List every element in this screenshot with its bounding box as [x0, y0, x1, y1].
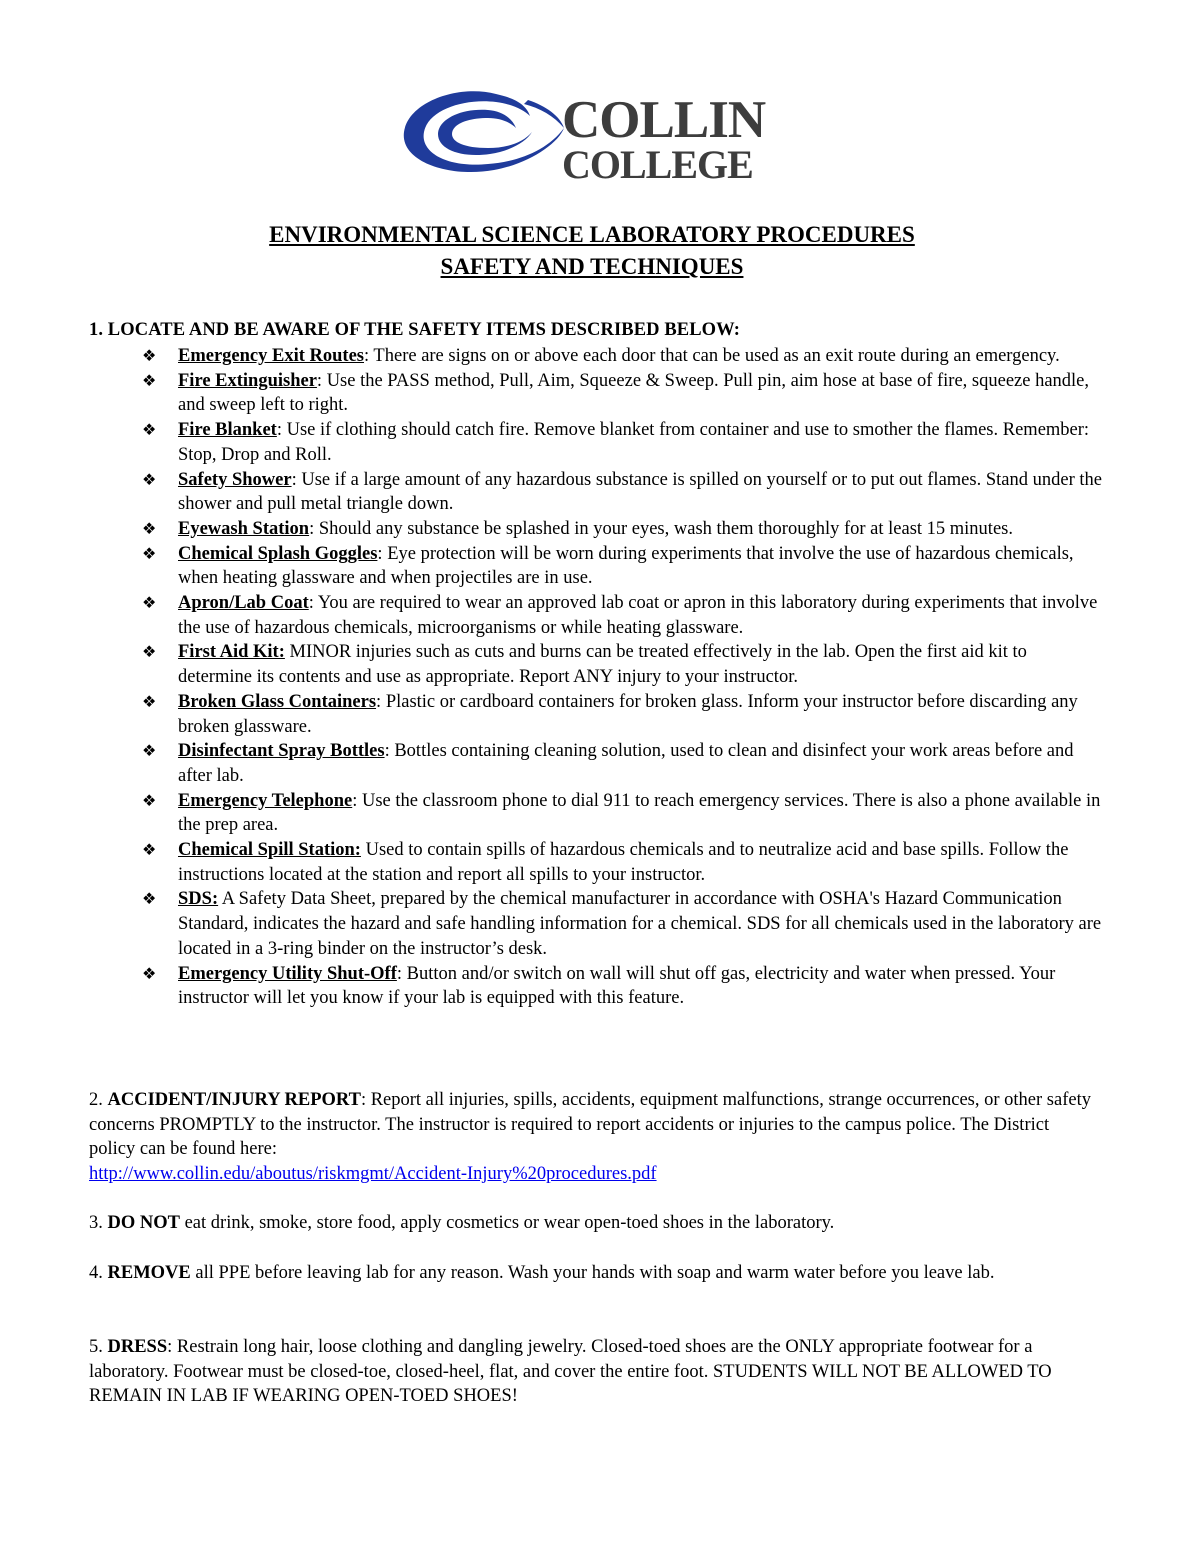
safety-item: [142, 838, 1102, 887]
safety-item-term: SDS:: [178, 889, 219, 910]
paragraph-label: REMOVE: [107, 1263, 191, 1283]
diamond-bullet-icon: ❖: [142, 593, 157, 613]
safety-item-separator: :: [384, 741, 390, 762]
safety-item: [142, 962, 1102, 1011]
safety-item-term: Fire Extinguisher: [178, 370, 317, 391]
safety-item-term: Emergency Exit Routes: [178, 346, 364, 366]
safety-item: [142, 369, 1102, 418]
remove-ppe-paragraph: [89, 1261, 1099, 1286]
safety-item-description: Plastic or cardboard containers for broken glass. Inform your instructor before discarding any broken glassware.: [178, 691, 1078, 737]
diamond-bullet-icon: ❖: [142, 346, 157, 365]
safety-item-description: Eye protection will be worn during experiments that involve the use of hazardous chemicals, when heating glassware and when projectiles are in use.: [178, 543, 1074, 589]
diamond-bullet-icon: ❖: [142, 963, 157, 983]
safety-item-term: Broken Glass Containers: [178, 691, 377, 712]
safety-item-separator: :: [308, 593, 314, 614]
safety-item: [142, 887, 1102, 961]
diamond-bullet-icon: ❖: [142, 543, 157, 563]
safety-item-term: Eyewash Station: [178, 518, 310, 539]
safety-item-description: Use if clothing should catch fire. Remove blanket from container and use to smother the flames. Remember: Stop, Drop and Roll.: [178, 420, 1090, 465]
diamond-bullet-icon: ❖: [142, 741, 157, 761]
safety-item: [142, 517, 1102, 542]
diamond-bullet-icon: ❖: [142, 790, 157, 810]
safety-item: [142, 789, 1102, 838]
do-not-paragraph: [89, 1211, 1099, 1236]
paragraph-label: DO NOT: [107, 1213, 180, 1233]
safety-item-description: Should any substance be splashed in your eyes, wash them thoroughly for at least 15 minutes.: [314, 518, 1013, 539]
document-subtitle: SAFETY AND TECHNIQUES: [440, 254, 744, 279]
safety-item: [142, 690, 1102, 739]
diamond-bullet-icon: ❖: [142, 518, 157, 538]
logo-line-collin: COLLIN: [562, 91, 766, 149]
safety-item: [142, 640, 1102, 689]
diamond-bullet-icon: ❖: [142, 370, 157, 390]
safety-item-separator: :: [309, 518, 315, 539]
safety-item-description: Use the PASS method, Pull, Aim, Squeeze & Sweep. Pull pin, aim hose at base of fire, squeeze handle, and sweep left to right.: [178, 370, 1090, 416]
safety-item: [142, 418, 1102, 467]
safety-item-description: Used to contain spills of hazardous chemicals and to neutralize acid and base spills. Follow the instructions located at the station and report all spills to your instructor.: [178, 840, 1069, 885]
safety-item-description: Use the classroom phone to dial 911 to reach emergency services. There is also a phone available in the prep area.: [178, 790, 1101, 836]
safety-item: [142, 468, 1102, 517]
safety-item-term: First Aid Kit:: [178, 642, 285, 663]
safety-item: [142, 344, 1102, 369]
safety-item-separator: :: [352, 790, 358, 811]
collin-college-logo: [398, 72, 768, 186]
safety-item-separator: :: [316, 370, 323, 391]
paragraph-label: ACCIDENT/INJURY REPORT: [107, 1090, 361, 1110]
diamond-bullet-icon: ❖: [142, 469, 157, 489]
paragraph-number: 4.: [89, 1263, 108, 1283]
safety-item-term: Safety Shower: [178, 469, 292, 490]
safety-item-separator: :: [377, 543, 383, 564]
safety-item-description: MINOR injuries such as cuts and burns can be treated effectively in the lab. Open the first aid kit to determine its contents and use as appropriate. Report ANY injury to your instructor.: [178, 642, 1027, 688]
paragraph-number: 5.: [89, 1337, 108, 1357]
safety-item-term: Chemical Splash Goggles: [178, 543, 378, 564]
diamond-bullet-icon: ❖: [142, 642, 157, 662]
safety-item-term: Emergency Telephone: [178, 790, 353, 811]
safety-item-term: Chemical Spill Station:: [178, 840, 361, 861]
safety-items-list: [142, 344, 1102, 1011]
swoosh-logo-icon: [398, 80, 568, 180]
safety-item-description: There are signs on or above each door that can be used as an exit route during an emergency.: [369, 346, 1060, 366]
safety-item-term: Apron/Lab Coat: [178, 593, 309, 614]
paragraph-text: : Restrain long hair, loose clothing and dangling jewelry. Closed-toed shoes are the ONLY appropriate footwear for a laboratory. Footwear must be closed-toe, closed-heel, flat, and cover the entire foot. STUDENTS WILL NOT BE ALLOWED TO REMAIN IN LAB IF WEARING OPEN-TOED SHOES!: [89, 1337, 1052, 1407]
paragraph-text: : Report all injuries, spills, accidents, equipment malfunctions, strange occurrences, or other safety concerns PROMPTLY to the instructor. The instructor is required to report accidents or injuries to the campus police. The District policy can be found here:: [89, 1090, 1091, 1160]
safety-item: [142, 739, 1102, 788]
safety-item-separator: :: [396, 963, 403, 984]
paragraph-label: DRESS: [107, 1337, 168, 1357]
safety-item-separator: :: [276, 420, 282, 441]
safety-item-term: Disinfectant Spray Bottles: [178, 741, 385, 762]
safety-item-term: Emergency Utility Shut-Off: [178, 963, 397, 984]
safety-item-description: A Safety Data Sheet, prepared by the chemical manufacturer in accordance with OSHA's Hazard Communication Standard, indicates the hazard and safe handling information for a chemical. SDS for all chemicals used in the laboratory are located in a 3-ring binder on the instructor’s desk.: [178, 889, 1102, 959]
diamond-bullet-icon: ❖: [142, 420, 157, 440]
safety-item-term: Fire Blanket: [178, 420, 277, 441]
safety-item-description: Button and/or switch on wall will shut off gas, electricity and water when pressed. Your instructor will let you know if your lab is equipped with this feature.: [178, 963, 1056, 1009]
safety-item: [142, 542, 1102, 591]
paragraph-text: eat drink, smoke, store food, apply cosmetics or wear open-toed shoes in the laboratory.: [179, 1213, 835, 1233]
safety-item-description: Bottles containing cleaning solution, used to clean and disinfect your work areas before and after lab.: [178, 741, 1074, 786]
logo-wordmark: [562, 91, 766, 187]
diamond-bullet-icon: ❖: [142, 889, 157, 909]
safety-item-description: You are required to wear an approved lab coat or apron in this laboratory during experiments that involve the use of hazardous chemicals, microorganisms or while heating glassware.: [178, 593, 1098, 638]
dress-code-paragraph: [89, 1335, 1099, 1409]
paragraph-number: 3.: [89, 1213, 108, 1233]
diamond-bullet-icon: ❖: [142, 840, 157, 860]
safety-item-description: Use if a large amount of any hazardous substance is spilled on yourself or to put out flames. Stand under the shower and pull metal triangle down.: [178, 469, 1102, 515]
safety-item-separator: :: [364, 346, 370, 366]
section-1-heading: 1. LOCATE AND BE AWARE OF THE SAFETY ITEMS DESCRIBED BELOW:: [89, 320, 740, 340]
diamond-bullet-icon: ❖: [142, 691, 157, 711]
safety-item: [142, 591, 1102, 640]
document-title: ENVIRONMENTAL SCIENCE LABORATORY PROCEDURES: [269, 222, 915, 247]
safety-item-separator: :: [291, 469, 297, 490]
logo-line-college: COLLEGE: [562, 142, 753, 187]
district-policy-link[interactable]: http://www.collin.edu/aboutus/riskmgmt/Accident-Injury%20procedures.pdf: [89, 1164, 657, 1185]
paragraph-number: 2.: [89, 1090, 108, 1110]
accident-report-paragraph: [89, 1088, 1099, 1187]
safety-item-separator: :: [376, 691, 382, 712]
paragraph-text: all PPE before leaving lab for any reason. Wash your hands with soap and warm water before you leave lab.: [190, 1263, 995, 1283]
